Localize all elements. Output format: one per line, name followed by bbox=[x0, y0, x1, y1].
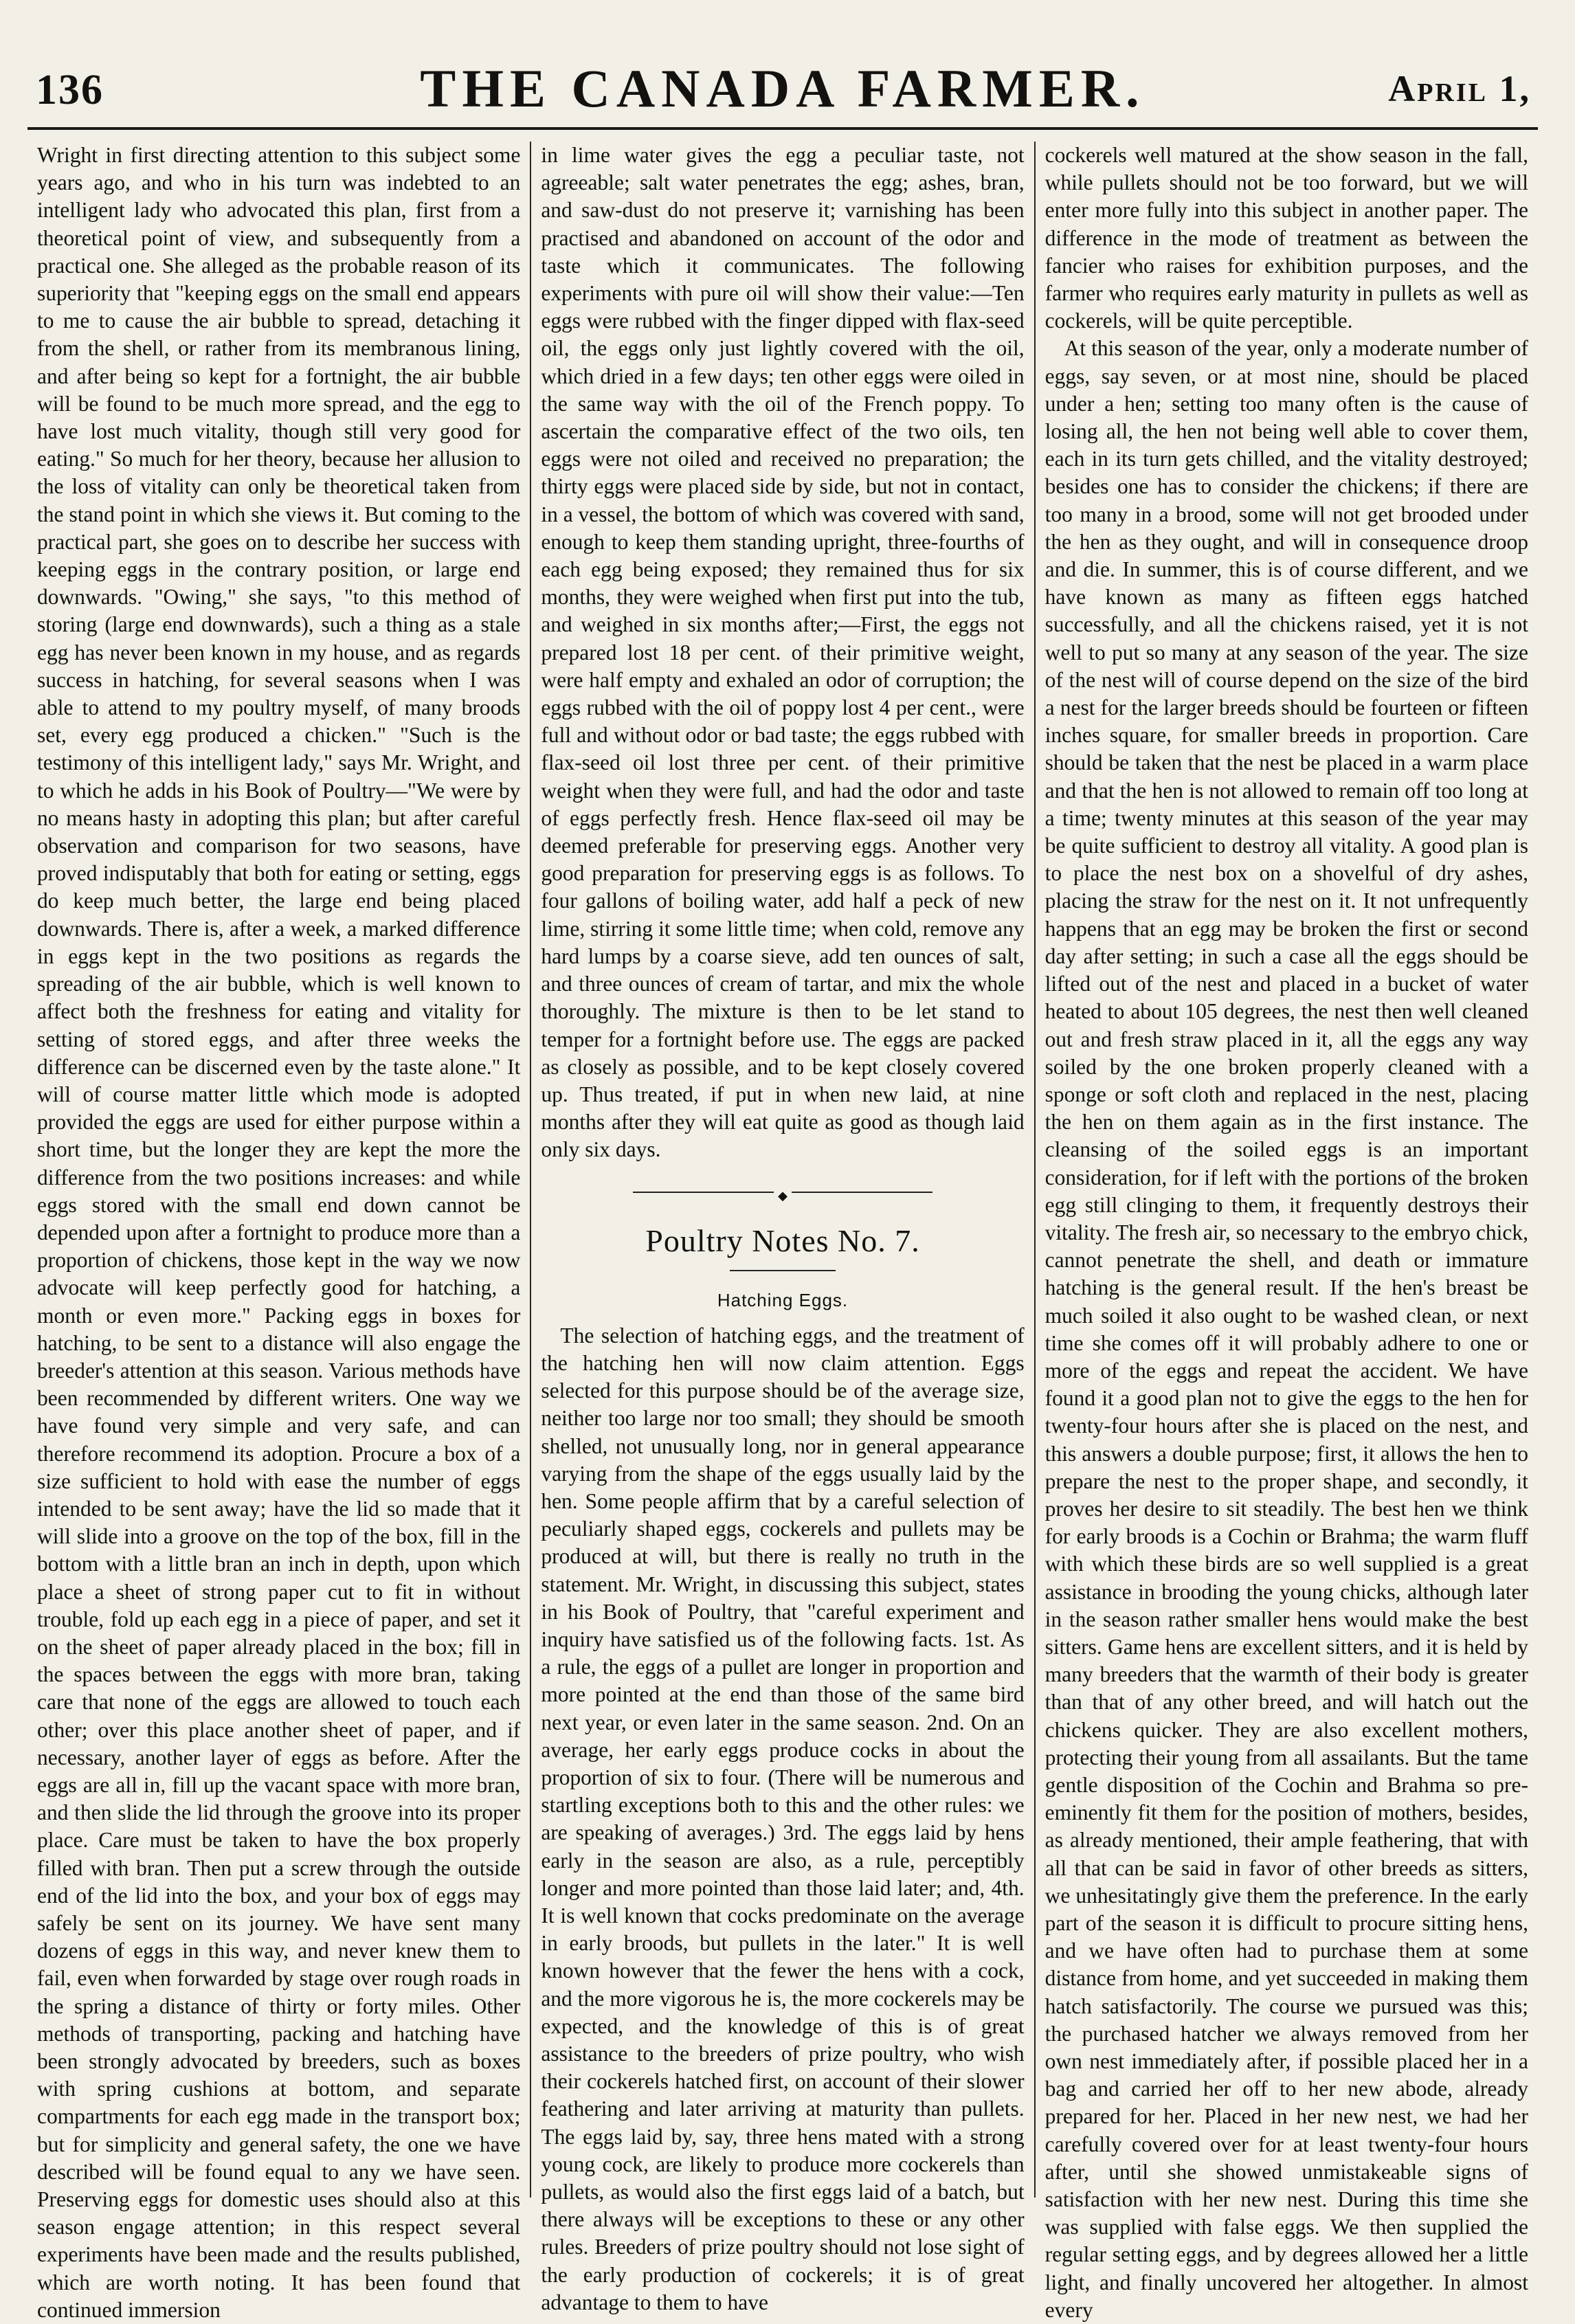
article-title: Poultry Notes No. 7. bbox=[645, 1222, 920, 1258]
column-3-paragraph-1: cockerels well matured at the show season in the fall, while pullets should not be too forward, but we will enter more fully into this subject in another paper. The difference in the mode of treatment as between the fancier who raises for exhibition purposes, and the farmer who requires early maturity in pullets as well as cockerels, will be quite perceptible. bbox=[1045, 143, 1528, 333]
header-rule bbox=[27, 127, 1538, 130]
column-3-paragraph-2: At this season of the year, only a moderate number of eggs, say seven, or at most nine, should be placed under a hen; setting too many often is the cause of losing all, the hen not being well able to cover them, each in its turn gets chilled, and the vitality destroyed; besides one has to consider the chickens; if there are too many in a brood, some will not get brooded under the hen as they ought, and will in consequence droop and die. In summer, this is of course different, and we have known as many as fifteen eggs hatched successfully, and all the chickens raised, yet it is not well to put so many at any season of the year. The size of the nest will of course depend on the size of the bird a nest for the larger breeds should be fourteen or fifteen inches square, for smaller breeds in proportion. Care should be taken that the nest be placed in a warm place and that the hen is not allowed to remain off too long at a time; twenty minutes at this season of the year may be quite sufficient to destroy all vitality. A good plan is to place the nest box on a shovelful of dry ashes, placing the straw for the nest on it. It not unfrequently happens that an egg may be broken the first or second day after setting; in such a case all the eggs should be lifted out of the nest and placed in a bucket of water heated to about 105 degrees, the nest then well cleaned out and fresh straw placed in it, all the eggs any way soiled by the one broken properly cleaned with a sponge or soft cloth and replaced in the nest, placing the hen on them again as in the first instance. The cleansing of the soiled eggs is an important consideration, for if left with the portions of the broken egg still clinging to them, it frequently destroys their vitality. The fresh air, so necessary to the embryo chick, cannot penetrate the shell, and death or immature hatching is the general result. If the hen's breast be much soiled it also ought to be washed clean, or next time she comes off it will probably adhere to one or more of the eggs and repeat the accident. We have found it a good plan not to give the eggs to the hen for twenty-four hours after she is placed on the nest, and this answers a double purpose; first, it allows the hen to prepare the nest to the proper shape, and secondly, it proves her desire to sit steadily. The best hen we think for early broods is a Cochin or Brahma; the warm fluff with which these birds are so well supplied is a great assistance in brooding the young chicks, although later in the season rather smaller hens would make the best sitters. Game hens are excellent sitters, and it is held by many breeders that the warmth of their body is greater than that of any other breed, and will hatch out the chickens quicker. They are also excellent mothers, protecting their young from all assailants. But the tame gentle disposition of the Cochin and Brahma so pre-eminently fit them for the position of mothers, besides, as already mentioned, their ample feathering, that with all that can be said in favor of other breeds as sitters, we unhesitatingly give them the preference. In the early part of the season it is difficult to procure sitting hens, and we have often had to purchase them at some distance from home, and yet succeeded in making them hatch satisfactorily. The course we pursued was this; the purchased hatcher we always removed from her own nest immediately after, if possible placed her in a bag and carried her off to her new abode, already prepared for her. Placed in her new nest, we had her carefully covered over for at least twenty-four hours after, until she showed unmistakeable signs of satisfaction with her new nest. During this time she was supplied with false eggs. We then supplied the regular setting eggs, and by degrees allowed her a little light, and finally uncovered her altogether. In almost every bbox=[1045, 336, 1528, 2322]
article-separator bbox=[633, 1192, 932, 1193]
issue-date: April 1, bbox=[1388, 68, 1531, 109]
journal-title: THE CANADA FARMER. bbox=[420, 58, 1146, 118]
article-body-start: The selection of hatching eggs, and the treatment of the hatching hen will now claim attention. Eggs selected for this purpose should be of the average size, neither too large nor too small; they should be smooth shelled, not unusually long, nor in general appearance varying from the shape of the eggs usually laid by the hen. Some people affirm that by a careful selection of peculiarly shaped eggs, cockerels and pullets may be produced at will, but there is really no truth in the statement. Mr. Wright, in discussing this subject, states in his Book of Poultry, that "careful experiment and inquiry have satisfied us of the following facts. 1st. As a rule, the eggs of a pullet are longer in proportion and more pointed at the end than those of the same bird next year, or even later in the same season. 2nd. On an average, her early eggs produce cocks in about the proportion of six to four. (There will be numerous and startling exceptions both to this and the other rules: we are speaking of averages.) 3rd. The eggs laid by hens early in the season are also, as a rule, perceptibly longer and more pointed than those laid later; and, 4th. It is well known that cocks predominate on the average in early broods, but pullets in the later." It is well known however that the fewer the hens with a cock, and the more vigorous he is, the more cockerels may be expected, and the knowledge of this is of great assistance to the breeders of prize poultry, who wish their cockerels hatched first, on account of their slower feathering and later arriving at maturity than pullets. The eggs laid by, say, three hens mated with a strong young cock, are likely to produce more cockerels than pullets, as would also the first eggs laid of a batch, but there always will be exceptions to these or any other rules. Breeders of prize poultry should not lose sight of the early production of cockerels; it is of great advantage to them to have bbox=[541, 1323, 1025, 2314]
column-3 bbox=[1034, 142, 1538, 2322]
text-columns bbox=[27, 142, 1538, 2322]
masthead bbox=[27, 15, 1538, 125]
article-subtitle: Hatching Eggs. bbox=[717, 1289, 849, 1310]
column-1-text: Wright in first directing attention to this subject some years ago, and who in his turn was indebted to an intelligent lady who advocated this plan, first from a theoretical point of view, and subsequently from a practical one. She alleged as the probable reason of its superiority that "keeping eggs on the small end appears to me to cause the air bubble to spread, detaching it from the shell, or rather from its membranous lining, and after being so kept for a fortnight, the air bubble will be found to be much more spread, and the egg to have lost much vitality, though still very good for eating." So much for her theory, because her allusion to the loss of vitality can only be theoretical taken from the stand point in which she views it. But coming to the practical part, she goes on to describe her success with keeping eggs in the contrary position, or large end downwards. "Owing," she says, "to this method of storing (large end downwards), such a thing as a stale egg has never been known in my house, and as regards success in hatching, for several seasons when I was able to attend to my poultry myself, of many broods set, every egg produced a chicken." "Such is the testimony of this intelligent lady," says Mr. Wright, and to which he adds in his Book of Poultry—"We were by no means hasty in adopting this plan; but after careful observation and comparison for two seasons, have proved indisputably that both for eating or setting, eggs do keep much better, the large end being placed downwards. There is, after a week, a marked difference in eggs kept in the two positions as regards the spreading of the air bubble, which is well known to affect both the freshness for eating and vitality for setting of stored eggs, and after three weeks the difference can be discerned even by the taste alone." It will of course matter little which mode is adopted provided the eggs are used for either purpose within a short time, but the longer they are kept the more the difference from the two positions increases: and while eggs stored with the small end down cannot be depended upon after a fortnight to produce more than a proportion of chickens, those kept in the way we now advocate will keep perfectly good for hatching, a month or even more." Packing eggs in boxes for hatching, to be sent to a distance will also engage the breeder's attention at this season. Various methods have been recommended by different writers. One way we have found very simple and very safe, and can therefore recommend its adoption. Procure a box of a size sufficient to hold with ease the number of eggs intended to be sent away; have the lid so made that it will slide into a groove on the top of the box, fill in the bottom with a little bran an inch in depth, upon which place a sheet of strong paper cut to fit in without trouble, fold up each egg in a piece of paper, and set it on the sheet of paper already placed in the box; fill in the spaces between the eggs with more bran, taking care that none of the eggs are allowed to touch each other; over this place another sheet of paper, and if necessary, another layer of eggs as before. After the eggs are all in, fill up the vacant space with more bran, and then slide the lid through the groove into its proper place. Care must be taken to have the box properly filled with bran. Then put a screw through the outside end of the lid into the box, and your box of eggs may safely be sent on its journey. We have sent many dozens of eggs in this way, and never knew them to fail, even when forwarded by stage over rough roads in the spring a distance of thirty or forty miles. Other methods of transporting, packing and hatching have been strongly advocated by breeders, such as boxes with spring cushions at bottom, and separate compartments for each egg made in the transport box; but for simplicity and general safety, the one we have described will be found equal to any we have seen. Preserving eggs for domestic uses should also at this season engage attention; in this respect several experiments have been made and the results published, which are worth noting. It has been found that continued immersion bbox=[37, 143, 521, 2322]
column-1 bbox=[27, 142, 530, 2322]
column-2-continued-text: in lime water gives the egg a peculiar taste, not agreeable; salt water penetrates the egg; ashes, bran, and saw-dust do not preserve it; varnishing has been practised and abandoned on account of the odor and taste which it communicates. The following experiments with pure oil will show their value:—Ten eggs were rubbed with the finger dipped with flax-seed oil, the eggs only just lightly covered with the oil, which dried in a few days; ten other eggs were oiled in the same way with the oil of the French poppy. To ascertain the comparative effect of the two oils, ten eggs were not oiled and received no preparation; the thirty eggs were placed side by side, but not in contact, in a vessel, the bottom of which was covered with sand, enough to keep them standing upright, three-fourths of each egg being exposed; they remained thus for six months, they were weighed when first put into the tub, and weighed in six months after;—First, the eggs not prepared lost 18 per cent. of their primitive weight, were half empty and exhaled an odor of corruption; the eggs rubbed with the oil of poppy lost 4 per cent., were full and without odor or bad taste; the eggs rubbed with flax-seed oil lost three per cent. of their primitive weight when they were full, and had the odor and taste of eggs perfectly fresh. Hence flax-seed oil may be deemed preferable for preserving eggs. Another very good preparation for preserving eggs is as follows. To four gallons of boiling water, add half a peck of new lime, stirring it some little time; when cold, remove any hard lumps by a coarse sieve, add ten ounces of salt, and three ounces of cream of tartar, and mix the whole thoroughly. The mixture is then to be let stand to temper for a fortnight before use. The eggs are packed as closely as possible, and to be kept closely covered up. Thus treated, if put in when new laid, at nine months after they will eat quite as good as though laid only six days. bbox=[541, 143, 1025, 1162]
title-rule bbox=[730, 1270, 836, 1271]
column-2 bbox=[530, 142, 1034, 2314]
page-number: 136 bbox=[36, 67, 104, 113]
